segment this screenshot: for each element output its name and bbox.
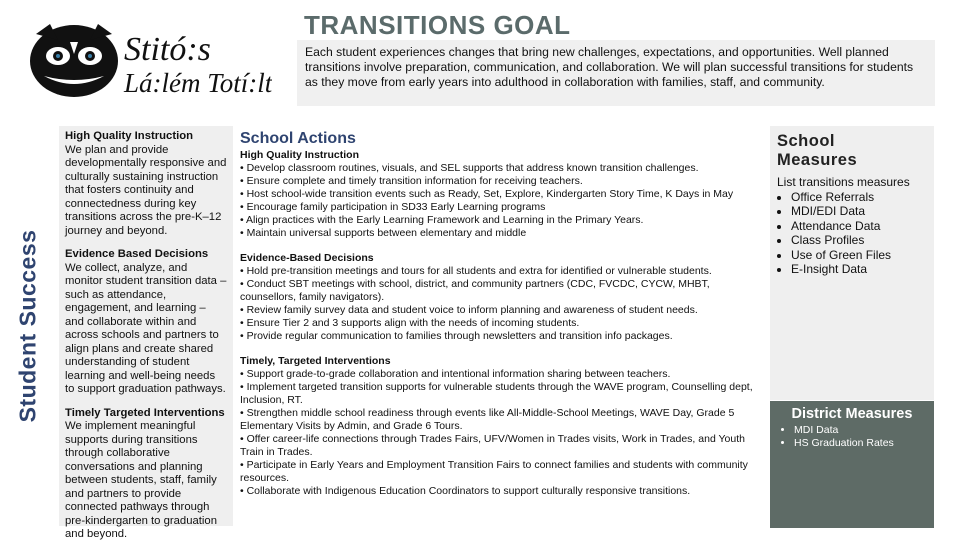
list-item: • Develop classroom routines, visuals, and SEL supports that address known transition challenges. [240,162,699,174]
district-measures [770,401,934,528]
logo-wordmark-line1: Stitó:s [124,31,211,68]
school-measures-title-line1: School [777,132,836,150]
pillar-text: We plan and provide developmentally responsive and culturally sustaining instruction that fosters continuity and connectedness during key transitions across the pre-K–12 journey and beyond. [65,143,227,237]
list-item: • Ensure Tier 2 and 3 supports align with the needs of incoming students. [240,317,580,329]
section-heading: Evidence-Based Decisions [240,252,374,264]
school-measures-title [777,132,927,170]
actions-section-decisions [240,252,765,343]
list-item: • Hold pre-transition meetings and tours for all students and extra for identified or vulnerable students. [240,265,712,277]
list-item: • HS Graduation Rates [794,437,926,450]
school-measures-intro: List transitions measures [777,175,910,189]
list-item: • Conduct SBT meetings with school, district, and community partners (CDC, FVCDC, CYCW, MHBT, counsellors, family navigators). [240,278,710,303]
goal-description: Each student experiences changes that bring new challenges, expectations, and opportunities. Well planned transitions involve preparation, communication, and collaboration. We will plan successful transitions for students as they move from early years into adulthood in collaboration with families, staff, and community. [297,40,935,106]
list-item: • Class Profiles [791,233,927,248]
pillar-high-quality-instruction [65,130,227,238]
list-item: • Encourage family participation in SD33 Early Learning programs [240,201,546,213]
list-item: • Host school-wide transition events such as Ready, Set, Explore, Kindergarten Story Time, K Days in May [240,188,734,200]
list-item: • Ensure complete and timely transition information for receiving teachers. [240,175,583,187]
pillar-title: Timely Targeted Interventions [65,406,225,419]
list-item: • Participate in Early Years and Employment Transition Fairs to connect families and students with community resources. [240,459,748,484]
pillar-timely-targeted-interventions [65,407,227,542]
list-item: • Provide regular communication to families through newsletters and transition info packages. [240,330,673,342]
side-title [0,126,56,526]
list-item: • Offer career-life connections through Trades Fairs, UFV/Women in Trades visits, Work in Trades, and Youth Train in Trades. [240,433,745,458]
list-item: • Strengthen middle school readiness through events like All-Middle-School Meetings, WAVE Day, Grade 5 Elementary Visits by Admin, and Grade 6 Tours. [240,407,735,432]
pillars-panel [59,126,233,540]
list-item: • Align practices with the Early Learning Framework and Learning in the Primary Years. [240,214,644,226]
goal-title: TRANSITIONS GOAL [304,10,571,40]
pillar-title: High Quality Instruction [65,130,194,142]
side-title-text: Student Success [14,229,41,423]
pillar-text: We implement meaningful supports during transitions through collaborative conversations and planning between students, staff, family and partners to provide connected pathways through pre-kindergarten to graduation and beyond. [65,420,217,540]
list-item: • Maintain universal supports between elementary and middle [240,227,527,239]
school-measures-title-line2: Measures [777,151,858,169]
pillar-title: Evidence Based Decisions [65,248,209,260]
district-measures-title: District Measures [791,406,913,422]
logo [22,20,272,102]
pillar-text: We collect, analyze, and monitor student transition data – such as attendance, engagement, and learning – and collaborate within and across schools and partners to align plans and create shared understanding of student learning and well-being needs to support graduation pathways. [65,261,227,395]
school-actions [240,130,765,510]
school-actions-title: School Actions [240,130,356,147]
list-item: • Office Referrals [791,190,927,205]
list-item: • MDI Data [794,424,926,437]
list-item: • Support grade-to-grade collaboration and intentional information sharing between teachers. [240,368,671,380]
pillar-evidence-based-decisions [65,248,227,397]
list-item: • Use of Green Files [791,248,927,263]
list-item: • Attendance Data [791,219,927,234]
list-item: • Collaborate with Indigenous Education Coordinators to support culturally responsive transitions. [240,485,691,497]
list-item: • Review family survey data and student voice to inform planning and awareness of student needs. [240,304,698,316]
list-item: • MDI/EDI Data [791,204,927,219]
list-item: • E-Insight Data [791,262,927,277]
actions-section-interventions [240,355,765,498]
list-item: • Implement targeted transition supports for vulnerable students through the WAVE program, Counselling dept, Inclusion, RT. [240,381,753,406]
school-measures [770,126,934,400]
section-heading: Timely, Targeted Interventions [240,355,391,367]
logo-wordmark-line2: Lá:lém Totí:lt [124,68,272,98]
section-heading: High Quality Instruction [240,149,360,161]
raven-logo-icon [22,20,272,102]
actions-section-instruction [240,149,765,240]
